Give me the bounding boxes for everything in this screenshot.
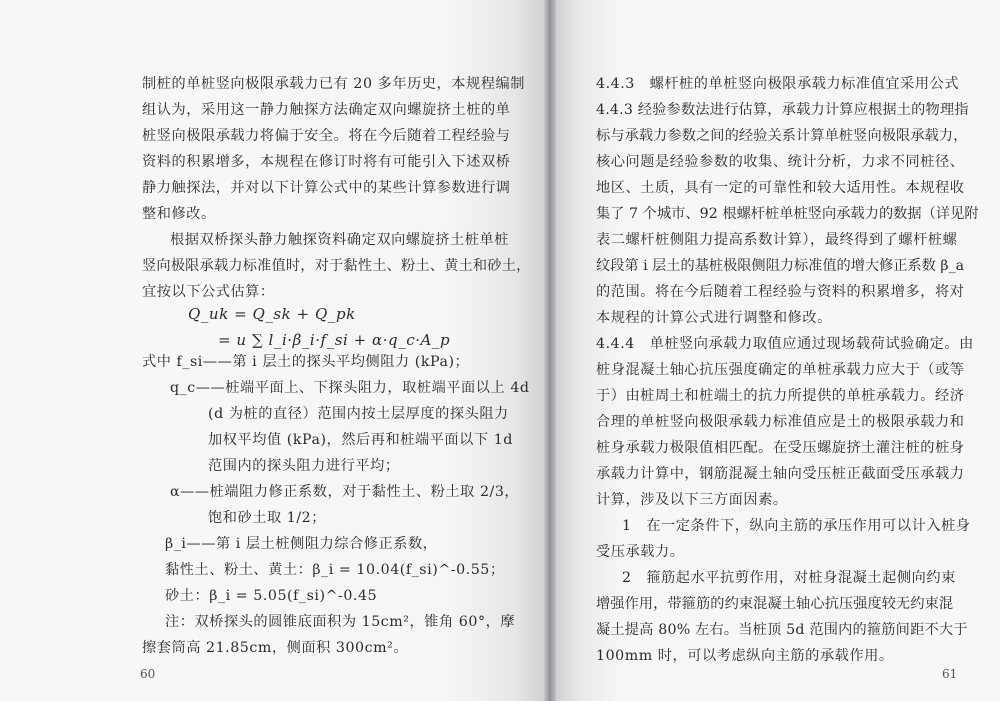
formula-line-1: Q_uk = Q_sk + Q_pk <box>188 305 356 323</box>
page-number-left: 60 <box>140 667 156 681</box>
right-text-line: 桩身混凝土轴心抗压强度确定的单桩承载力应大于（或等 <box>596 362 965 378</box>
right-text-line: 核心问题是经验参数的收集、统计分析，力求不同桩径、 <box>596 154 965 170</box>
right-text-line: 于）由桩周土和桩端土的抗力所提供的单桩承载力。经济 <box>596 388 965 404</box>
right-text-line: 的范围。将在今后随着工程经验与资料的积累增多，将对 <box>596 284 965 300</box>
left-text-line: 式中 f_si——第 i 层土的探头平均侧阻力 (kPa)； <box>142 354 470 370</box>
left-text-line: q_c——桩端平面上、下探头阻力，取桩端平面以上 4d <box>170 380 530 396</box>
left-text-line: β_i——第 i 层土桩侧阻力综合修正系数， <box>165 536 438 552</box>
page-number-right: 61 <box>942 667 958 681</box>
left-text-line: 宜按以下公式估算： <box>142 284 275 300</box>
right-text-line: 集了 7 个城市、92 根螺杆桩单桩竖向承载力的数据（详见附 <box>596 206 979 222</box>
left-text-line: 组认为，采用这一静力触探方法确定双向螺旋挤土桩的单 <box>142 102 511 118</box>
right-text-line: 桩身承载力极限值相匹配。在受压螺旋挤土灌注桩的桩身 <box>596 440 965 456</box>
left-text-line: 黏性土、粉土、黄土：β_i = 10.04(f_si)^-0.55； <box>165 562 505 578</box>
left-text-line: 整和修改。 <box>142 206 216 222</box>
left-text-line: 范围内的探头阻力进行平均； <box>208 458 400 474</box>
left-text-line: 饱和砂土取 1/2； <box>208 510 326 526</box>
right-text-line: 4.4.3 经验参数法进行估算，承载力计算应根据土的物理指 <box>596 102 969 118</box>
right-text-line: 承载力计算中，钢筋混凝土轴向受压桩正截面受压承载力 <box>596 466 965 482</box>
left-text-line: 加权平均值 (kPa)，然后再和桩端平面以下 1d <box>208 432 513 448</box>
left-text-line: 静力触探法，并对以下计算公式中的某些计算参数进行调 <box>142 180 511 196</box>
right-text-line: 表二螺杆桩侧阻力提高系数计算），最终得到了螺杆桩螺 <box>596 232 958 248</box>
left-text-line: 根据双桥探头静力触探资料确定双向螺旋挤土桩单桩 <box>170 232 509 248</box>
left-text-line: 竖向极限承载力标准值时，对于黏性土、粉土、黄土和砂土， <box>142 258 531 274</box>
right-text-line: 标与承载力参数之间的经验关系计算单桩竖向极限承载力， <box>596 128 968 144</box>
right-text-line: 受压承载力。 <box>596 544 685 560</box>
right-text-line: 地区、土质，具有一定的可靠性和较大适用性。本规程收 <box>596 180 965 196</box>
right-text-line: 本规程的计算公式进行调整和修改。 <box>596 310 832 326</box>
right-text-line: 合理的单桩竖向极限承载力标准值应是土的极限承载力和 <box>596 414 965 430</box>
left-text-line: 制桩的单桩竖向极限承载力已有 20 多年历史，本规程编制 <box>142 76 525 92</box>
left-text-line: 注：双桥探头的圆锥底面积为 15cm²，锥角 60°，摩 <box>165 614 516 630</box>
right-text-line: 2 箍筋起水平抗剪作用，对桩身混凝土起侧向约束 <box>622 570 956 586</box>
left-text-line: 资料的积累增多，本规程在修订时将有可能引入下述双桥 <box>142 154 511 170</box>
formula-line-2: = u ∑ l_i·β_i·f_si + α·q_c·A_p <box>218 331 451 349</box>
right-text-line: 100mm 时，可以考虑纵向主筋的承载作用。 <box>596 648 894 664</box>
left-text-line: 砂土：β_i = 5.05(f_si)^-0.45 <box>165 588 378 604</box>
right-text-line: 凝土提高 80% 左右。当桩顶 5d 范围内的箍筋间距不大于 <box>596 622 968 638</box>
right-text-line: 1 在一定条件下，纵向主筋的承压作用可以计入桩身 <box>622 518 971 534</box>
left-text-line: 桩竖向极限承载力将偏于安全。将在今后随着工程经验与 <box>142 128 511 144</box>
right-text-line: 纹段第 i 层土的基桩极限侧阻力标准值的增大修正系数 β_a <box>596 258 965 274</box>
left-text-line: (d 为桩的直径）范围内按土层厚度的探头阻力 <box>208 406 509 422</box>
right-text-line: 增强作用，带箍筋的约束混凝土轴心抗压强度较无约束混 <box>596 596 954 612</box>
left-text-line: 擦套筒高 21.85cm，侧面积 300cm²。 <box>142 640 409 656</box>
right-text-line: 4.4.4 单桩竖向承载力取值应通过现场载荷试验确定。由 <box>596 336 974 352</box>
left-text-line: α——桩端阻力修正系数，对于黏性土、粉土取 2/3， <box>170 484 520 500</box>
right-text-line: 计算，涉及以下三方面因素。 <box>596 492 788 508</box>
book-gutter <box>544 0 556 701</box>
right-text-line: 4.4.3 螺杆桩的单桩竖向极限承载力标准值宜采用公式 <box>596 76 960 92</box>
